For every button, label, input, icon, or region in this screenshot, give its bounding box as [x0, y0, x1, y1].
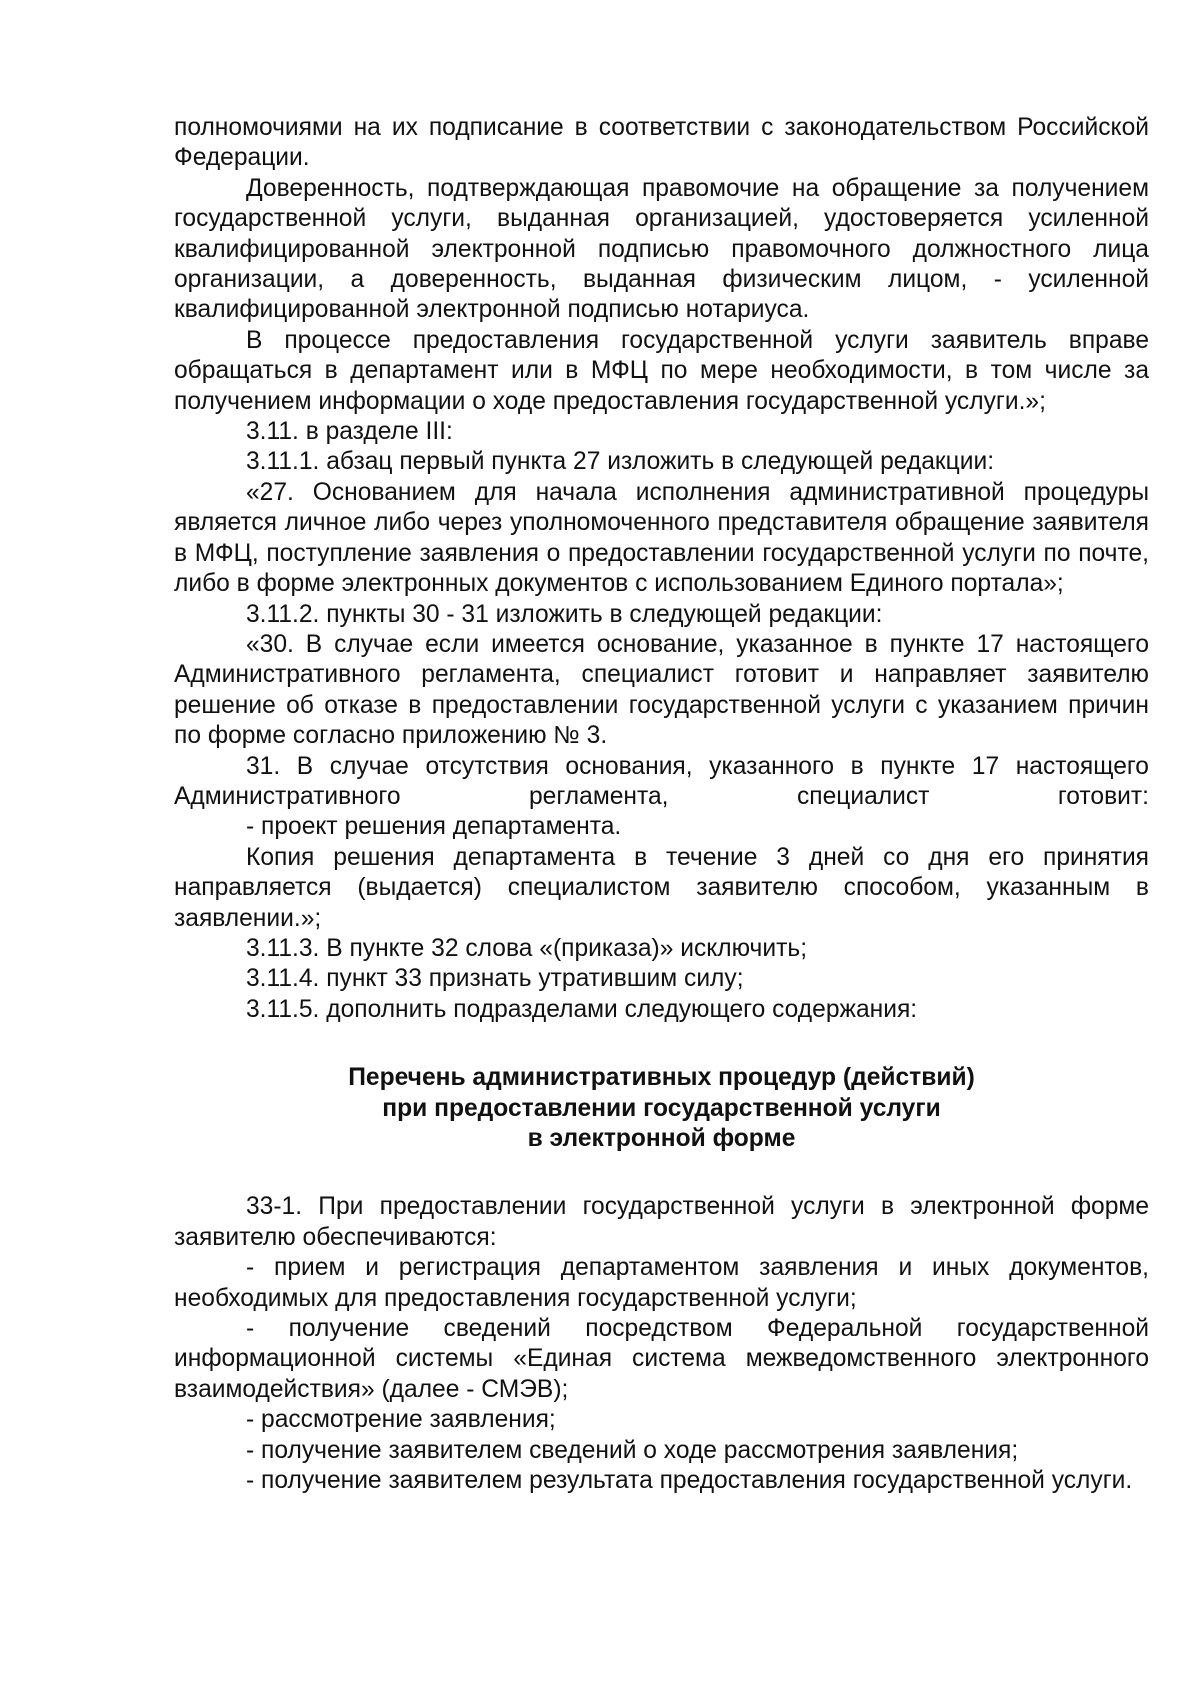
list-item: - получение заявителем результата предоставления государственной услуги. — [246, 1467, 1133, 1495]
paragraph: В процессе предоставления государственной услуги заявитель вправе обращаться в департамент или в МФЦ по мере необходимости, в том числе за получением информации о ходе предоставления государственной услуги.»; — [174, 326, 1149, 415]
paragraph: 33-1. При предоставлении государственной услуги в электронной форме заявителю обеспечиваются: — [174, 1193, 1149, 1251]
paragraph: 3.11.2. пункты 30 - 31 изложить в следующей редакции: — [246, 600, 883, 628]
paragraph: 3.11.3. В пункте 32 слова «(приказа)» исключить; — [246, 934, 808, 962]
paragraph: «30. В случае если имеется основание, указанное в пункте 17 настоящего Административного регламента, специалист готовит и направляет заявителю решение об отказе в предоставлении государственной услуги с указанием причин по форме согласно приложению № 3. — [174, 630, 1149, 750]
section-heading — [174, 1063, 1149, 1154]
document-body — [174, 113, 1149, 1496]
list-item: - получение сведений посредством Федеральной государственной информационной системы «Единая система межведомственного электронного взаимодействия» (далее - СМЭВ); — [174, 1315, 1149, 1403]
heading-line: Перечень административных процедур (действий) — [348, 1064, 975, 1092]
paragraph: «27. Основанием для начала исполнения административной процедуры является личное либо через уполномоченного представителя обращение заявителя в МФЦ, поступление заявления о предоставлении государственной услуги по почте, либо в форме электронных документов с использованием Единого портала»; — [174, 478, 1149, 598]
paragraph: полномочиями на их подписание в соответствии с законодательством Российской Федерации. — [174, 114, 1149, 172]
paragraph: 3.11.4. пункт 33 признать утратившим силу; — [246, 965, 744, 993]
paragraph: Доверенность, подтверждающая правомочие на обращение за получением государственной услуги, выданная организацией, удостоверяется усиленной квалифицированной электронной подписью правомочного должностного лица организации, а доверенность, выданная физическим лицом, - усиленной квалифицированной электронной подписью нотариуса. — [174, 174, 1149, 324]
paragraph: - проект решения департамента. — [246, 813, 622, 841]
paragraph: Копия решения департамента в течение 3 дней со дня его принятия направляется (выдается) специалистом заявителю способом, указанным в заявлении.»; — [174, 843, 1149, 932]
paragraph: 3.11.5. дополнить подразделами следующего содержания: — [246, 995, 918, 1023]
list-item: - получение заявителем сведений о ходе рассмотрения заявления; — [246, 1436, 1019, 1464]
paragraph: 3.11.1. абзац первый пункта 27 изложить в следующей редакции: — [246, 448, 995, 476]
list-item: - прием и регистрация департаментом заявления и иных документов, необходимых для предоставления государственной услуги; — [174, 1254, 1149, 1312]
heading-line: при предоставлении государственной услуги — [382, 1094, 941, 1122]
paragraph: 31. В случае отсутствия основания, указанного в пункте 17 настоящего Административного регламента, специалист готовит: — [174, 752, 1149, 810]
list-item: - рассмотрение заявления; — [246, 1406, 556, 1434]
heading-line: в электронной форме — [527, 1125, 796, 1152]
paragraph: 3.11. в разделе III: — [246, 418, 453, 446]
